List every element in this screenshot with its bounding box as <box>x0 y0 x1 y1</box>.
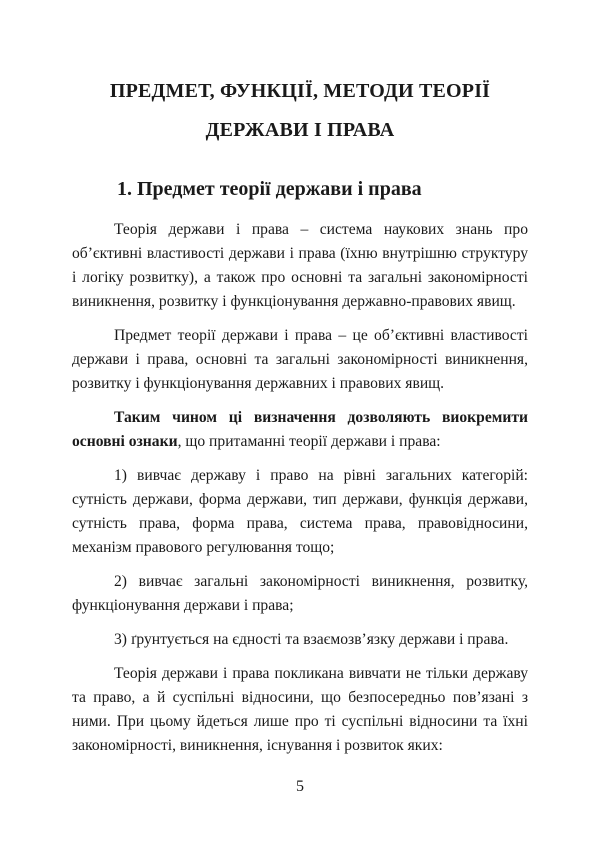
list-item-2: 2) вивчає загальні закономірності виникнення, розвитку, функціонування держави і права; <box>72 573 528 614</box>
features-intro-bold: Таким чином ці визначення дозволяють виокремити основні ознаки <box>72 409 528 450</box>
page-number: 5 <box>296 778 304 795</box>
paragraph-features-intro <box>72 406 528 454</box>
list-item-3: 3) ґрунтується на єдності та взаємозв’язку держави і права. <box>114 631 509 648</box>
body-text <box>72 218 528 768</box>
paragraph-definition: Теорія держави і права – система наукових знань про об’єктивні властивості держави і права (їхню внутрішню структуру і логіку розвитку), а також про основні та загальні закономірності виникнення, розвитку і функціонування державно-правових явищ. <box>72 221 528 310</box>
features-intro-rest: , що притаманні теорії держави і права: <box>177 433 441 450</box>
paragraph-subject: Предмет теорії держави і права – це об’єктивні властивості держави і права, основні та загальні закономірності виникнення, розвитку і функціонування державних і правових явищ. <box>72 327 528 392</box>
list-item-1: 1) вивчає державу і право на рівні загальних категорій: сутність держави, форма держави, тип держави, функція держави, сутність права, форма права, система права, правовідносини, механізм правового регулювання тощо; <box>72 467 528 556</box>
section-heading: 1. Предмет теорії держави і права <box>117 178 422 200</box>
paragraph-relations: Теорія держави і права покликана вивчати не тільки державу та право, а й суспільні відносини, що безпосередньо пов’язані з ними. При цьому йдеться лише про ті суспільні відносини та їхні закономірності, виникнення, існування і розвиток яких: <box>72 665 528 754</box>
chapter-title-line-2: ДЕРЖАВИ І ПРАВА <box>205 119 395 141</box>
chapter-title-line-1: ПРЕДМЕТ, ФУНКЦІЇ, МЕТОДИ ТЕОРІЇ <box>109 80 491 102</box>
